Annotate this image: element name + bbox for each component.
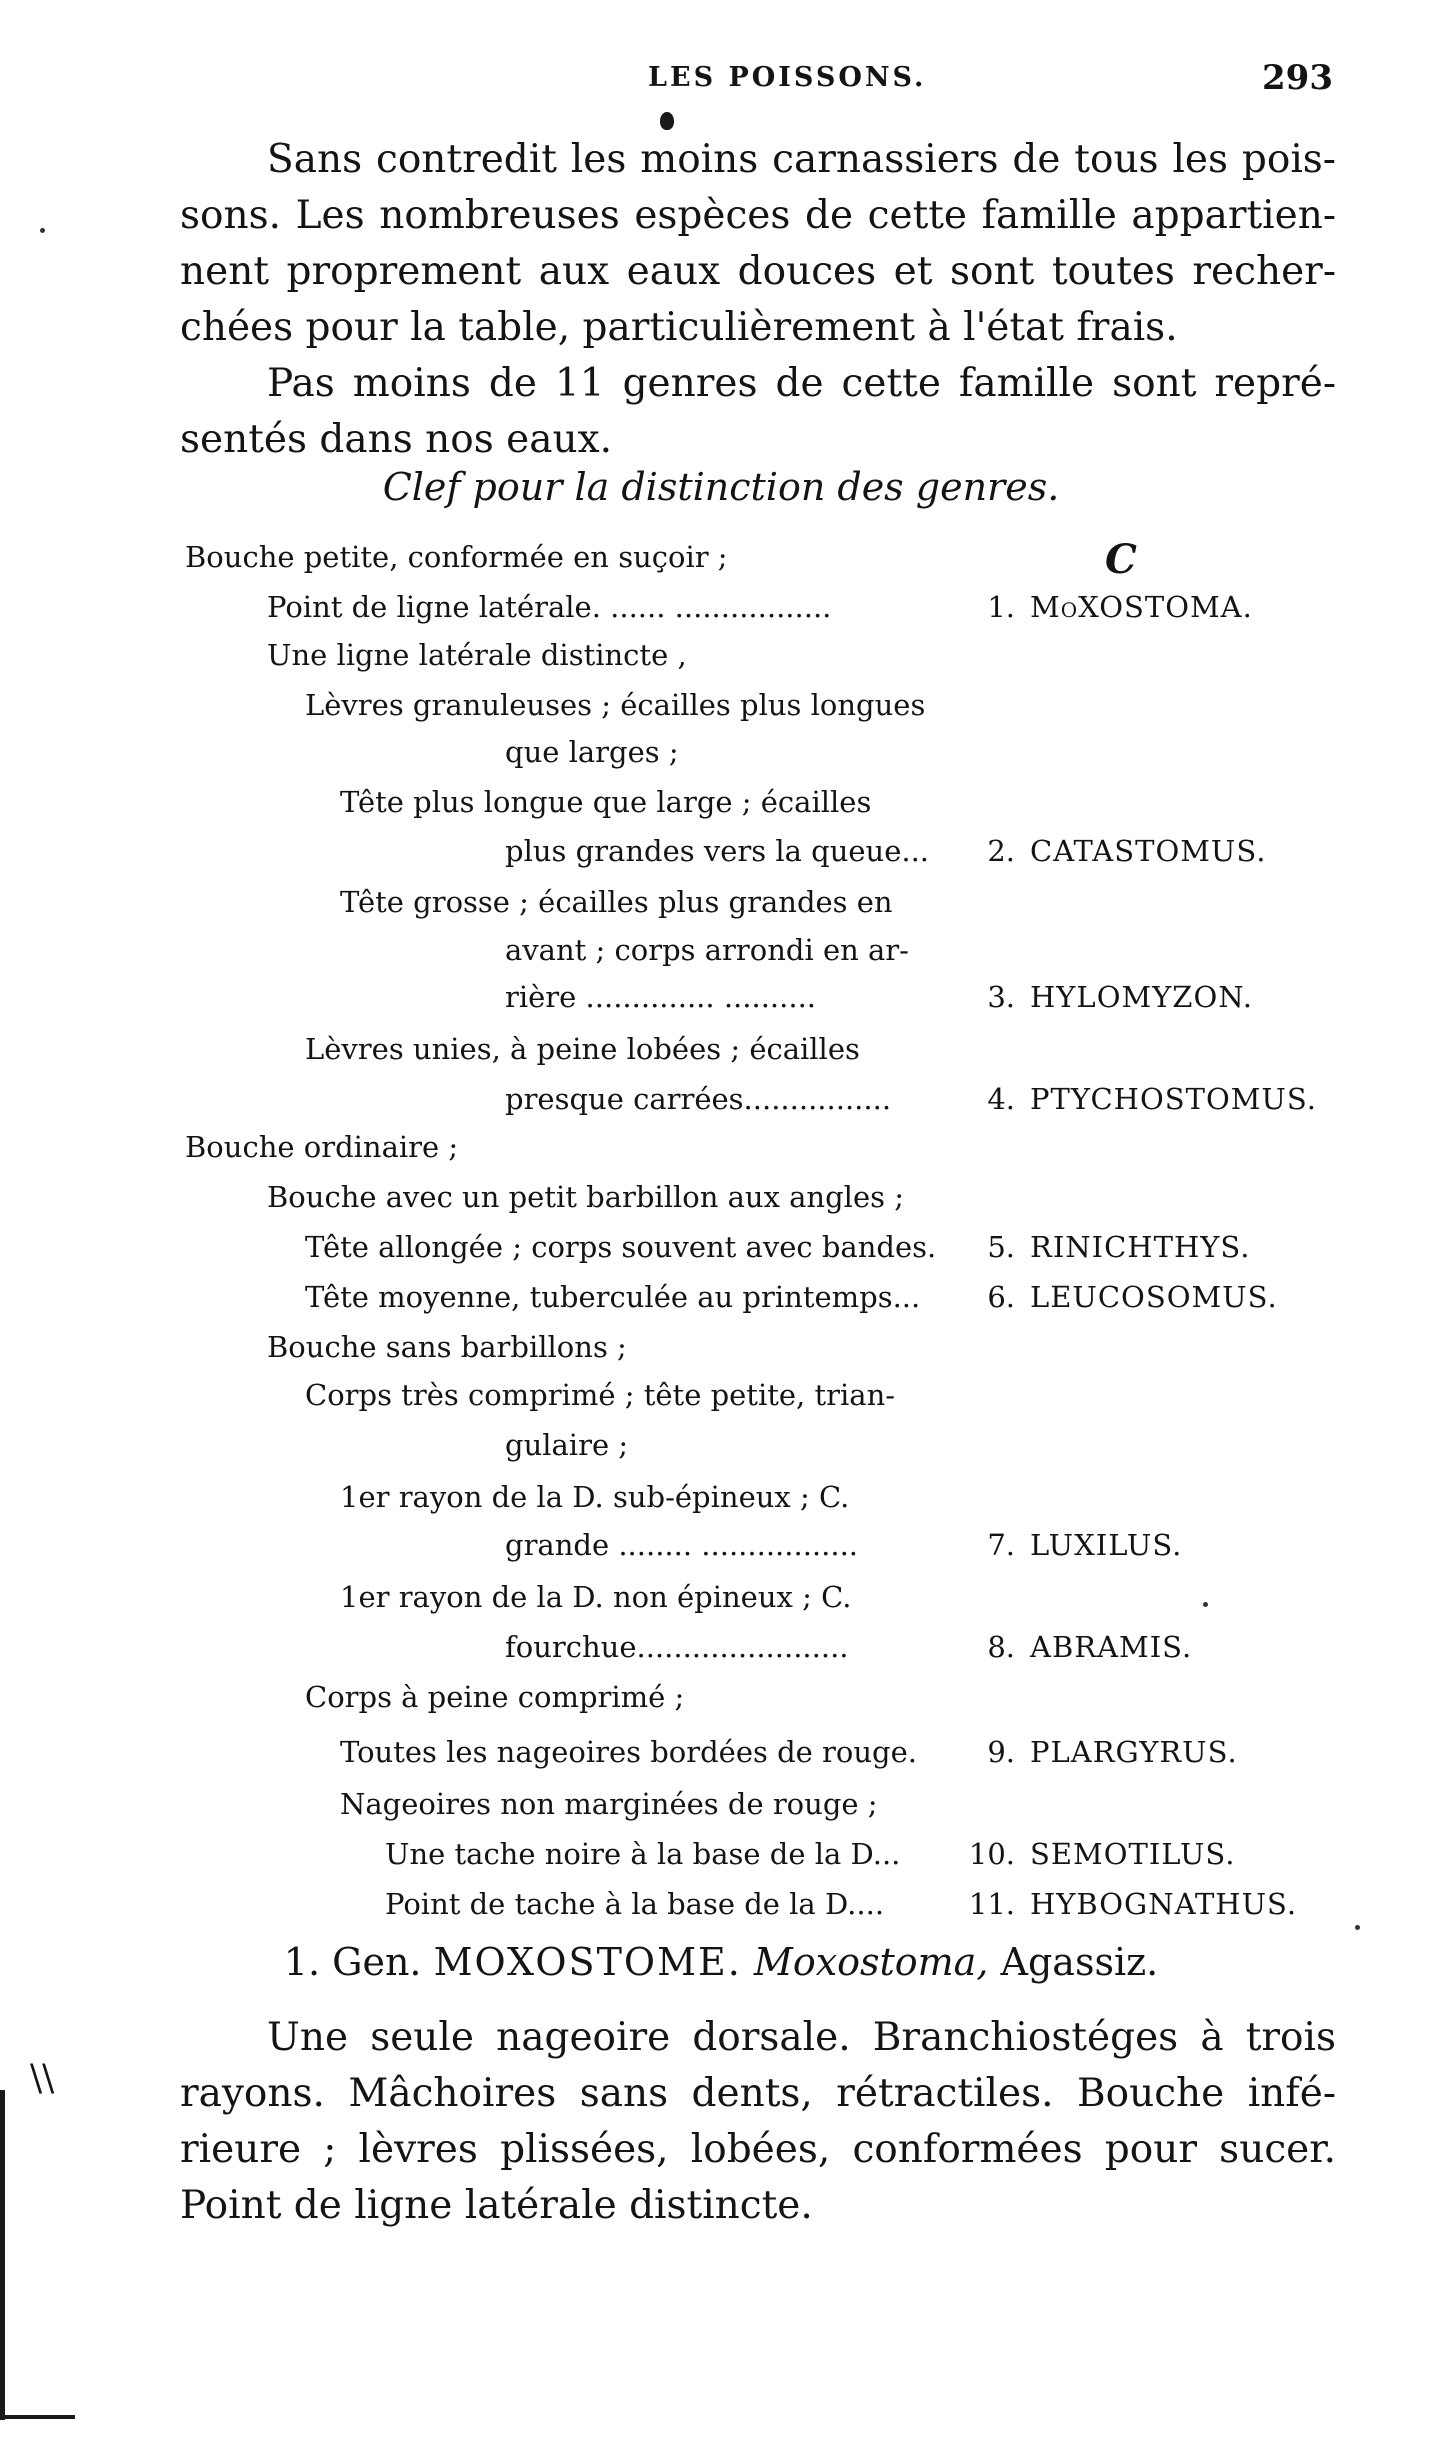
key-row-text: Lèvres unies, à peine lobées ; écailles: [305, 1032, 860, 1066]
key-row-text: Point de tache à la base de la D....: [385, 1887, 885, 1921]
key-row-text: Tête grosse ; écailles plus grandes en: [340, 885, 893, 919]
speck: [1203, 1602, 1208, 1607]
key-row-text: fourchue.......................: [505, 1630, 849, 1664]
key-row-text: Une ligne latérale distincte ,: [267, 638, 687, 672]
key-row-number: 11.: [968, 1887, 1015, 1921]
running-head: LES POISSONS.: [648, 62, 927, 93]
key-row-text: Tête plus longue que large ; écailles: [340, 785, 872, 819]
key-row-text: 1er rayon de la D. sub-épineux ; C.: [340, 1480, 850, 1514]
key-row: [0, 1428, 1442, 1468]
key-row-genus: PTYCHOSTOMUS.: [1030, 1082, 1317, 1116]
key-row: [0, 785, 1442, 825]
key-row: [0, 540, 1442, 580]
key-row-text: plus grandes vers la queue...: [505, 834, 930, 868]
key-row-number: 1.: [987, 590, 1015, 624]
genus-number: 1. Gen.: [283, 1940, 422, 1984]
key-row-genus: CATASTOMUS.: [1030, 834, 1267, 868]
key-row-genus: PLARGYRUS.: [1030, 1735, 1238, 1769]
key-row-text: 1er rayon de la D. non épineux ; C.: [340, 1580, 852, 1614]
key-row-number: 9.: [987, 1735, 1015, 1769]
intro-line-2: sons. Les nombreuses espèces de cette famille appartien-: [180, 193, 1336, 238]
key-row-text: rière .............. ..........: [505, 980, 816, 1014]
key-row: [0, 834, 1442, 874]
key-row-text: que larges ;: [505, 735, 679, 769]
handwritten-annotation: C: [1105, 536, 1137, 583]
key-row: [0, 1032, 1442, 1072]
key-row: [0, 1180, 1442, 1220]
key-row: [0, 638, 1442, 678]
key-row: [0, 1130, 1442, 1170]
key-row-number: 5.: [987, 1230, 1015, 1264]
key-row-text: grande ........ .................: [505, 1528, 859, 1562]
key-row: [0, 1082, 1442, 1122]
key-title: Clef pour la distinction des genres.: [382, 465, 1060, 509]
key-row-text: Bouche avec un petit barbillon aux angles ;: [267, 1180, 904, 1214]
key-row-text: avant ; corps arrondi en ar-: [505, 933, 909, 967]
key-row-text: Toutes les nageoires bordées de rouge.: [340, 1735, 917, 1769]
key-row: [0, 1580, 1442, 1620]
key-row: [0, 590, 1442, 630]
genus-desc-line-1: Une seule nageoire dorsale. Branchiostéges à trois: [267, 2015, 1336, 2060]
key-row: [0, 1735, 1442, 1775]
key-row: [0, 885, 1442, 925]
key-row-genus: HYLOMYZON.: [1030, 980, 1253, 1014]
intro-line-4: chées pour la table, particulièrement à l'état frais.: [180, 305, 1178, 350]
key-row-text: Une tache noire à la base de la D...: [385, 1837, 901, 1871]
key-row: [0, 1330, 1442, 1370]
genus-name-latin: Moxostoma,: [753, 1940, 989, 1984]
key-row-text: Corps à peine comprimé ;: [305, 1680, 685, 1714]
intro-line-5: Pas moins de 11 genres de cette famille sont repré-: [267, 361, 1336, 406]
key-row-text: Point de ligne latérale. ...... .................: [267, 590, 832, 624]
ink-dot: [660, 112, 674, 130]
key-row: [0, 933, 1442, 973]
key-row-text: Bouche petite, conformée en suçoir ;: [185, 540, 728, 574]
key-row: [0, 1837, 1442, 1877]
page-number: 293: [1262, 58, 1333, 98]
key-row-genus: LUXILUS.: [1030, 1528, 1183, 1562]
key-row-text: gulaire ;: [505, 1428, 629, 1462]
key-row: [0, 1887, 1442, 1927]
key-row-number: 7.: [987, 1528, 1015, 1562]
key-row: [0, 1280, 1442, 1320]
key-row-text: Lèvres granuleuses ; écailles plus longues: [305, 688, 926, 722]
key-row-text: Nageoires non marginées de rouge ;: [340, 1787, 878, 1821]
genus-heading: [0, 1940, 1442, 1984]
key-row-number: 4.: [987, 1082, 1015, 1116]
key-row: [0, 1378, 1442, 1418]
intro-line-3: nent proprement aux eaux douces et sont toutes recher-: [180, 249, 1336, 294]
speck: [1355, 1925, 1360, 1930]
speck: [40, 228, 45, 233]
key-row: [0, 1528, 1442, 1568]
key-row-genus: LEUCOSOMUS.: [1030, 1280, 1278, 1314]
genus-desc-line-4: Point de ligne latérale distincte.: [180, 2183, 813, 2228]
genus-author: Agassiz.: [1000, 1940, 1159, 1984]
key-row: [0, 688, 1442, 728]
genus-name-fr: MOXOSTOME.: [433, 1940, 742, 1984]
key-row-genus: ABRAMIS.: [1030, 1630, 1193, 1664]
key-row: [0, 980, 1442, 1020]
key-row-number: 6.: [987, 1280, 1015, 1314]
key-row-number: 3.: [987, 980, 1015, 1014]
key-row: [0, 1480, 1442, 1520]
key-row-text: Tête moyenne, tuberculée au printemps...: [305, 1280, 921, 1314]
key-row: [0, 1230, 1442, 1270]
key-row-text: presque carrées................: [505, 1082, 892, 1116]
key-row: [0, 1680, 1442, 1720]
intro-line-1: Sans contredit les moins carnassiers de tous les pois-: [267, 137, 1336, 182]
margin-mark: \\: [30, 2058, 55, 2099]
key-row-text: Bouche ordinaire ;: [185, 1130, 459, 1164]
genus-desc-line-2: rayons. Mâchoires sans dents, rétractiles. Bouche infé-: [180, 2071, 1336, 2116]
key-row: [0, 1630, 1442, 1670]
margin-rule: [0, 2090, 5, 2420]
key-row-number: 8.: [987, 1630, 1015, 1664]
key-row-number: 2.: [987, 834, 1015, 868]
key-row-genus: HYBOGNATHUS.: [1030, 1887, 1298, 1921]
key-row-genus: MoXOSTOMA.: [1030, 590, 1253, 624]
key-row-genus: RINICHTHYS.: [1030, 1230, 1251, 1264]
key-row-text: Tête allongée ; corps souvent avec bandes.: [305, 1230, 937, 1264]
key-row-text: Corps très comprimé ; tête petite, trian-: [305, 1378, 896, 1412]
key-row: [0, 1787, 1442, 1827]
key-row-genus: SEMOTILUS.: [1030, 1837, 1236, 1871]
genus-desc-line-3: rieure ; lèvres plissées, lobées, conformées pour sucer.: [180, 2127, 1336, 2172]
key-row-number: 10.: [968, 1837, 1015, 1871]
intro-line-6: sentés dans nos eaux.: [180, 417, 612, 462]
corner-stroke: [5, 2415, 75, 2419]
key-row: [0, 735, 1442, 775]
key-row-text: Bouche sans barbillons ;: [267, 1330, 627, 1364]
